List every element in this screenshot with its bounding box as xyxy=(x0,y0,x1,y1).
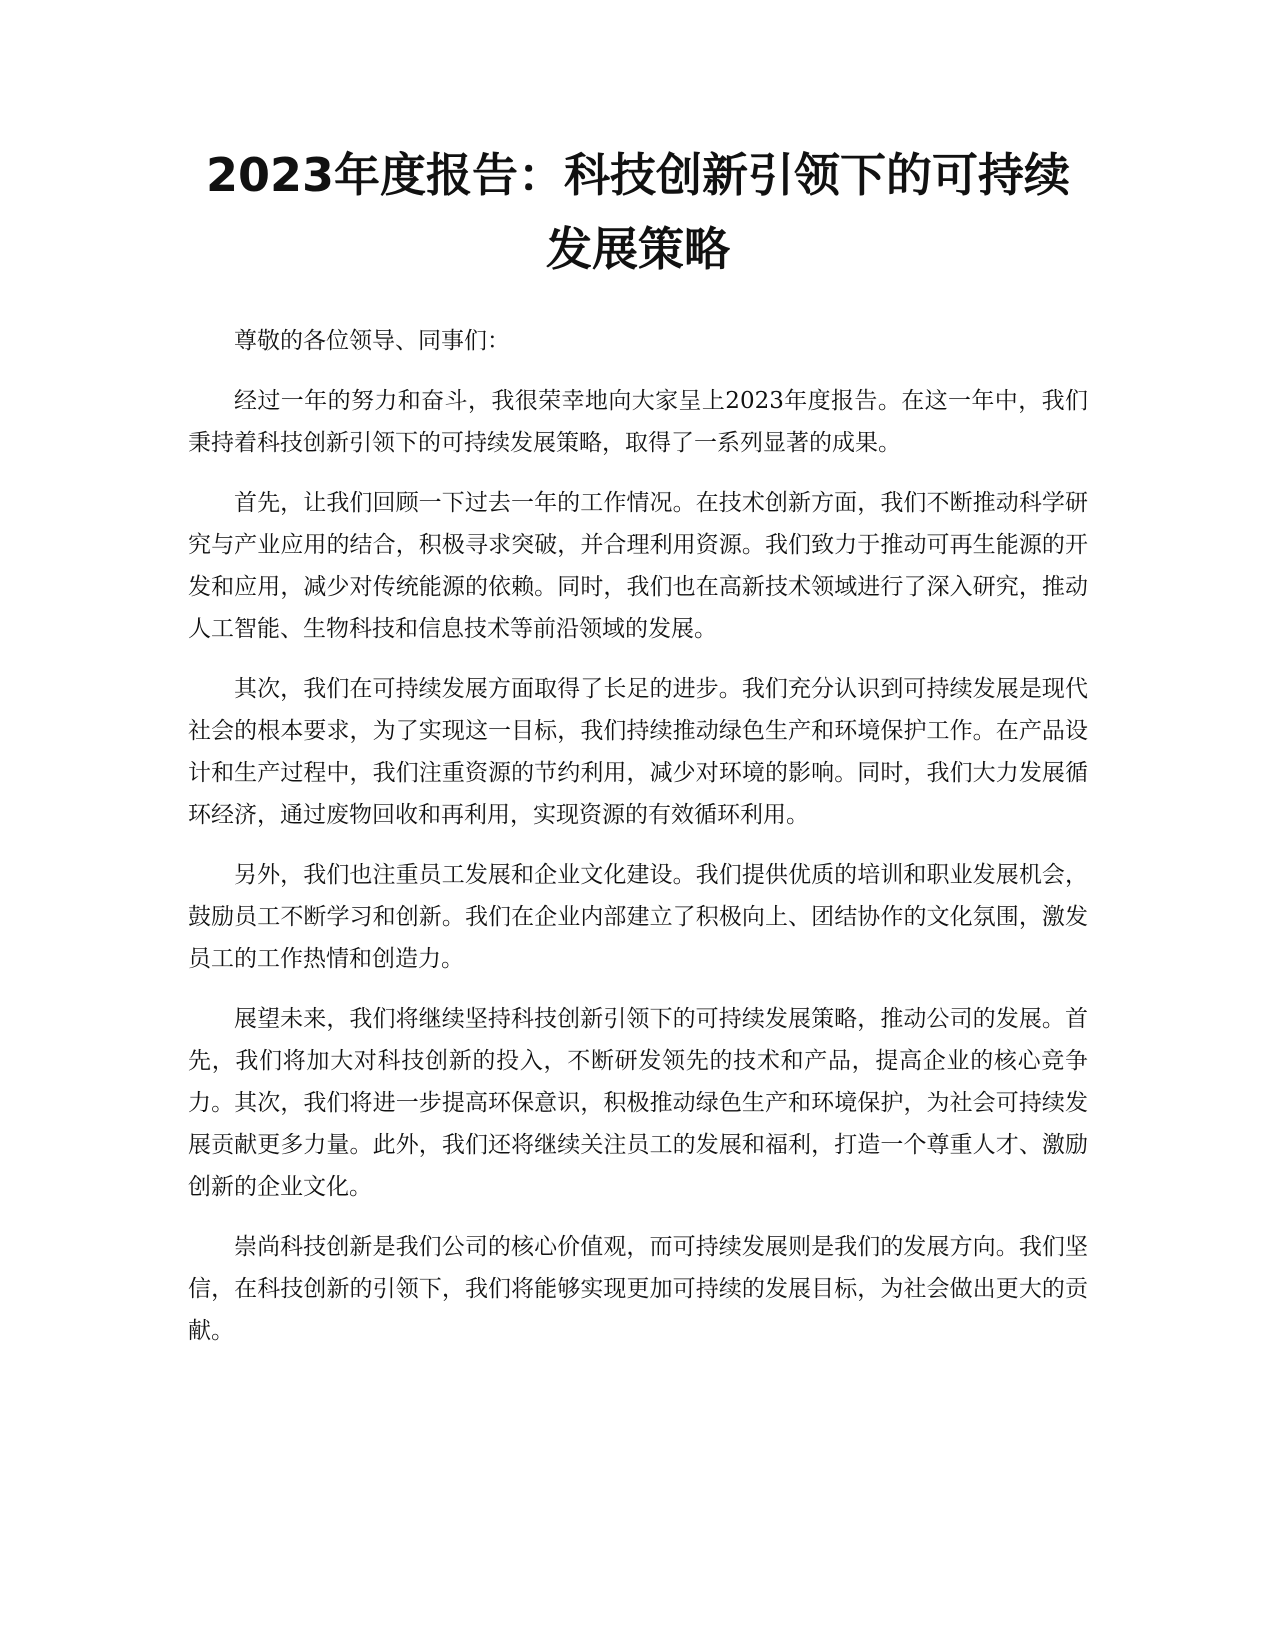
paragraph-intro: 经过一年的努力和奋斗，我很荣幸地向大家呈上2023年度报告。在这一年中，我们秉持着科技创新引领下的可持续发展策略，取得了一系列显著的成果。 xyxy=(188,388,1088,456)
paragraph-outlook: 展望未来，我们将继续坚持科技创新引领下的可持续发展策略，推动公司的发展。首先，我们将加大对科技创新的投入，不断研发领先的技术和产品，提高企业的核心竞争力。其次，我们将进一步提高环保意识，积极推动绿色生产和环境保护，为社会可持续发展贡献更多力量。此外，我们还将继续关注员工的发展和福利，打造一个尊重人才、激励创新的企业文化。 xyxy=(188,1006,1088,1200)
paragraph-salutation: 尊敬的各位领导、同事们： xyxy=(234,328,510,354)
document-page xyxy=(188,138,1088,1370)
paragraph-employee-culture: 另外，我们也注重员工发展和企业文化建设。我们提供优质的培训和职业发展机会，鼓励员工不断学习和创新。我们在企业内部建立了积极向上、团结协作的文化氛围，激发员工的工作热情和创造力。 xyxy=(188,862,1088,972)
paragraph-conclusion: 崇尚科技创新是我们公司的核心价值观，而可持续发展则是我们的发展方向。我们坚信，在科技创新的引领下，我们将能够实现更加可持续的发展目标，为社会做出更大的贡献。 xyxy=(188,1234,1088,1344)
paragraph-tech-innovation: 首先，让我们回顾一下过去一年的工作情况。在技术创新方面，我们不断推动科学研究与产业应用的结合，积极寻求突破，并合理利用资源。我们致力于推动可再生能源的开发和应用，减少对传统能源的依赖。同时，我们也在高新技术领域进行了深入研究，推动人工智能、生物科技和信息技术等前沿领域的发展。 xyxy=(188,490,1088,642)
document-title: 2023年度报告：科技创新引领下的可持续发展策略 xyxy=(205,148,1071,276)
paragraph-sustainability: 其次，我们在可持续发展方面取得了长足的进步。我们充分认识到可持续发展是现代社会的根本要求，为了实现这一目标，我们持续推动绿色生产和环境保护工作。在产品设计和生产过程中，我们注重资源的节约利用，减少对环境的影响。同时，我们大力发展循环经济，通过废物回收和再利用，实现资源的有效循环利用。 xyxy=(188,676,1088,828)
